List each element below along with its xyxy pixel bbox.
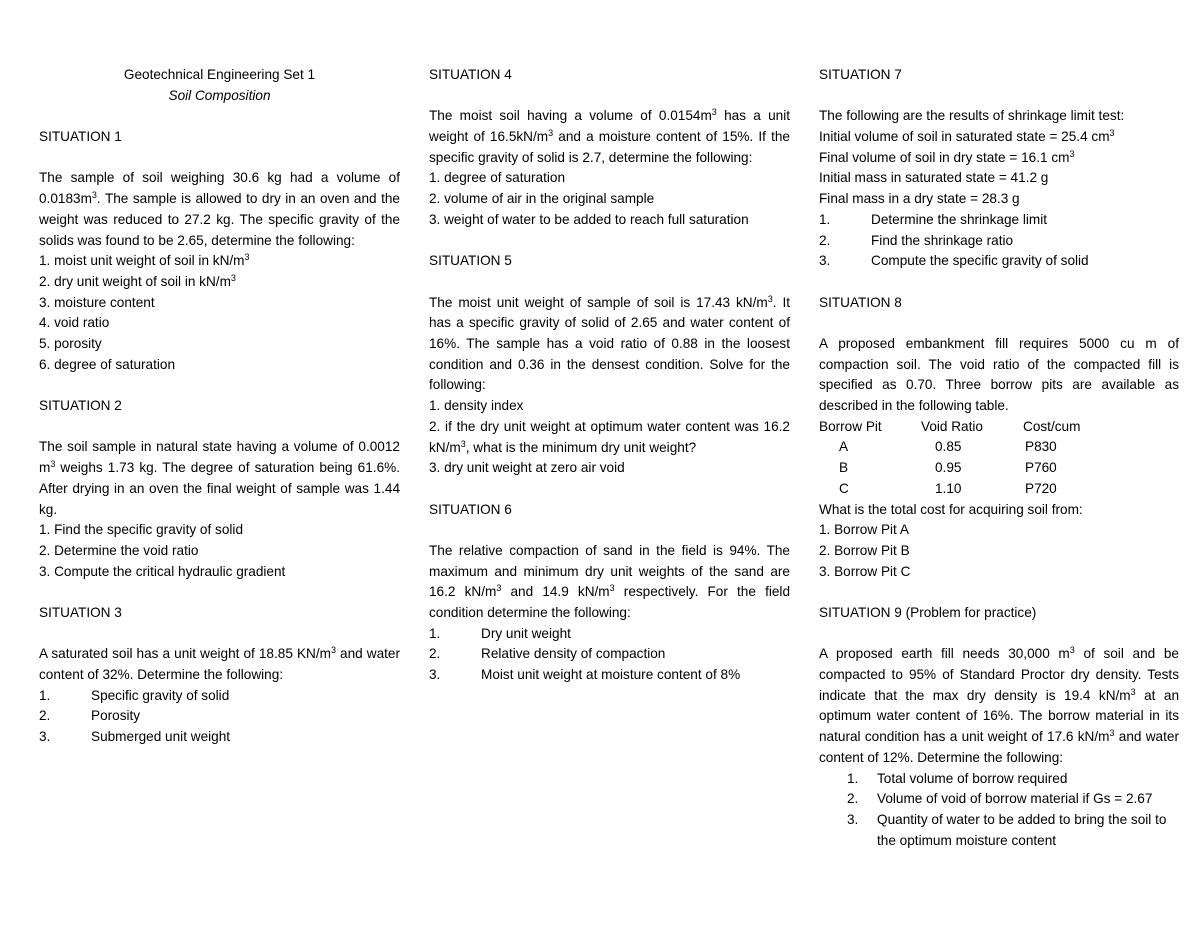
table-cell: A [839,439,849,455]
table-header: Void Ratio [921,418,983,434]
list-item: 2. Borrow Pit B [819,542,910,558]
list-item: 1. density index [429,398,524,414]
situation-8-question: What is the total cost for acquiring soil from: [819,501,1083,517]
test-result-line: Initial mass in saturated state = 41.2 g [819,170,1049,186]
table-cell: C [839,480,849,496]
doc-title: Geotechnical Engineering Set 1 [123,67,316,82]
situation-1-paragraph: The sample of soil weighing 30.6 kg had a volume of $0.0183m^3$. The sample is allowed to dry in an oven and the weight was reduced to 27.2 kg. The specific gravity of the solids was found to be 2.65, determine the following: [39,170,400,248]
table-row [819,479,1080,500]
situation-4-paragraph: The moist soil having a volume of $0.0154m^3$ has a unit weight of $16.5kN/m^3$ and a moisture content of 15%. If the specific gravity of solid is 2.7, determine the following: [429,107,790,165]
list-item: 5. porosity [39,336,102,351]
list-item: 1. Specific gravity of solid [39,687,230,703]
list-item: 2. Determine the void ratio [39,542,199,558]
table-cell: 1.10 [935,480,962,496]
situation-9-heading: SITUATION 9 (Problem for practice) [819,605,1037,620]
list-item: 2. if the dry unit weight at optimum water content was 16.2 $kN/m^3$, what is the minimum dry unit weight? [429,418,790,455]
table-header: Borrow Pit [819,418,882,434]
list-item: 3. Compute the critical hydraulic gradient [39,563,286,579]
list-item: 3. weight of water to be added to reach full saturation [429,211,749,227]
list-item: 2. Porosity [39,708,141,724]
doc-subtitle: Soil Composition [168,87,271,103]
table-header: Cost/cum [1023,418,1081,434]
situation-9-paragraph: A proposed earth fill needs 30,000 $m^3$ of soil and be compacted to 95% of Standard Proctor dry density. Tests indicate that the max dry density is 19.4 $kN/m^3$ at an optimum water content of 16%. The borrow material in its natural condition has a unit weight of 17.6 $kN/m^3$ and water content of 12%. Determine the following: [819,645,1180,765]
situation-3-heading: SITUATION 3 [39,605,122,620]
situation-3-paragraph: A saturated soil has a unit weight of 18.85 $KN/m^3$ and water content of 32%. Determine the following: [39,645,400,683]
list-item: 1. degree of saturation [429,170,566,186]
table-cell: P830 [1025,439,1057,455]
table-row [819,437,1080,458]
list-item: 1. Dry unit weight [429,625,571,641]
list-item: 1. moist unit weight of soil in $kN/m^3$ [39,252,250,269]
list-item: 6. degree of saturation [39,356,176,372]
table-cell: P720 [1025,480,1057,496]
list-item: 3. Compute the specific gravity of solid [819,253,1089,269]
situation-2-heading: SITUATION 2 [39,398,122,414]
list-item: 3. Borrow Pit C [819,563,911,579]
column-3 [819,65,1179,851]
list-item: 4. void ratio [39,315,110,331]
situation-4-heading: SITUATION 4 [429,67,512,82]
list-item: 3. Quantity of water to be added to bring the soil to the optimum moisture content [847,811,1167,848]
situation-5-paragraph: The moist unit weight of sample of soil is 17.43 $kN/m^3$. It has a specific gravity of solid of 2.65 and water content of 16%. The sample has a void ratio of 0.88 in the loosest condition and 0.36 in the densest condition. Solve for the following: [429,293,790,393]
list-item: 3. moisture content [39,294,155,310]
list-item: 1. Find the specific gravity of solid [39,522,243,538]
borrow-pit-table [819,417,1080,500]
situation-2-paragraph: The soil sample in natural state having a volume of 0.0012 $m^3$ weighs 1.73 kg. The degree of saturation being 61.6%. After drying in an oven the final weight of sample was 1.44 kg. [39,439,400,517]
test-result-line: Initial volume of soil in saturated state = 25.4 $cm^3$ [819,128,1115,145]
situation-5-heading: SITUATION 5 [429,253,512,269]
test-result-line: Final volume of soil in dry state = 16.1 $cm^3$ [819,148,1075,165]
table-header-row [819,417,1080,438]
list-item: 2. Find the shrinkage ratio [819,232,1014,248]
list-item: 2. volume of air in the original sample [429,191,655,207]
table-cell: 0.85 [935,439,962,455]
list-item: 1. Total volume of borrow required [847,770,1068,786]
situation-6-heading: SITUATION 6 [429,501,512,517]
list-item: 3. Submerged unit weight [39,729,231,745]
list-item: 1. Borrow Pit A [819,522,909,538]
situation-1-heading: SITUATION 1 [39,129,122,145]
list-item: 2. Relative density of compaction [429,646,666,662]
list-item: 3. dry unit weight at zero air void [429,460,625,476]
situation-8-heading: SITUATION 8 [819,294,902,310]
test-result-line: Final mass in a dry state = 28.3 g [819,191,1020,207]
list-item: 3. Moist unit weight at moisture content of 8% [429,667,741,683]
situation-8-paragraph: A proposed embankment fill requires 5000 cu m of compaction soil. The void ratio of the compacted fill is specified as 0.70. Three borrow pits are available as described in the following table. [819,335,1179,414]
column-1 [39,65,400,748]
situation-7-heading: SITUATION 7 [819,67,902,82]
situation-6-paragraph: The relative compaction of sand in the field is 94%. The maximum and minimum dry unit weights of the sand are 16.2 $kN/m^3$ and 14.9 $kN/m^3$ respectively. For the field condition determine the following: [429,542,791,621]
list-item: 1. Determine the shrinkage limit [819,211,1048,227]
situation-7-intro: The following are the results of shrinkage limit test: [819,108,1125,124]
list-item: 2. Volume of void of borrow material if Gs = 2.67 [847,791,1153,807]
table-cell: 0.95 [935,460,962,476]
list-item: 2. dry unit weight of soil in $kN/m^3$ [39,272,236,289]
column-2 [429,65,790,686]
table-row [819,458,1080,479]
table-cell: P760 [1025,460,1057,476]
table-cell: B [839,460,849,476]
